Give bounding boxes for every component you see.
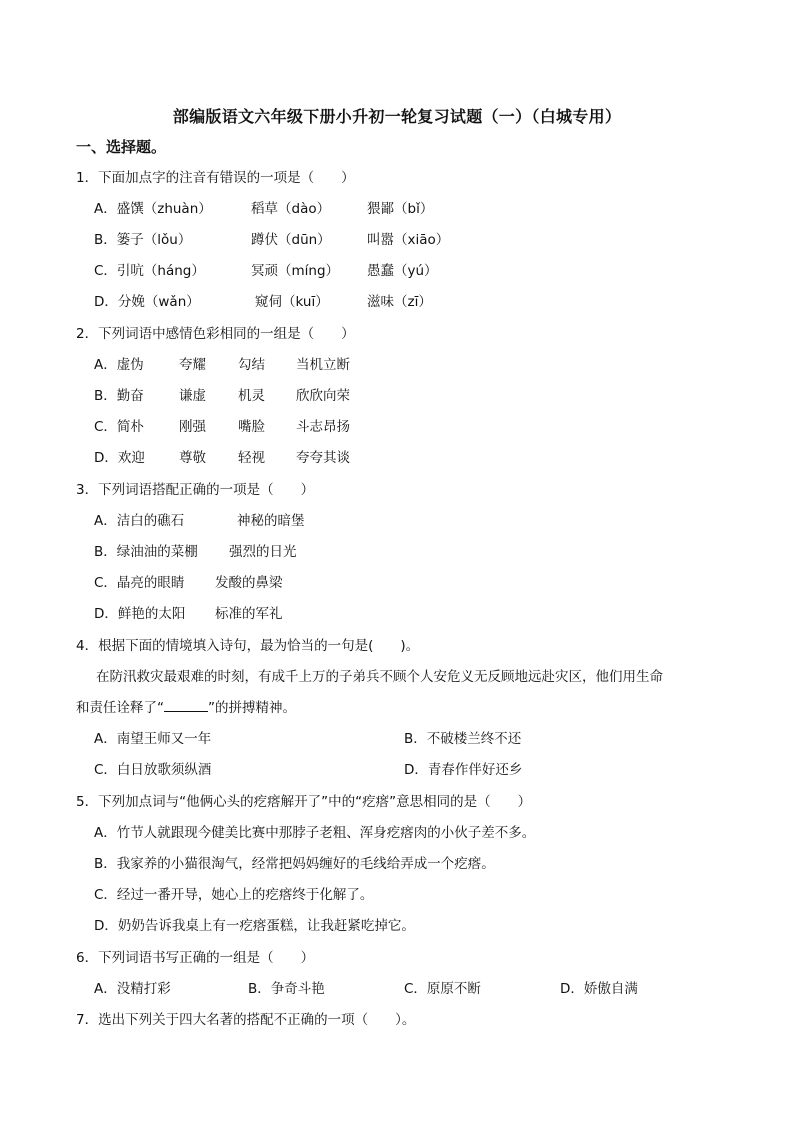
q2-b-w3: 机灵 bbox=[238, 388, 265, 404]
q2-d-w4: 夸夸其谈 bbox=[296, 450, 350, 466]
question-6-stem: 6．下列词语书写正确的一组是（ ） bbox=[76, 950, 315, 966]
q1-d-col3: 滋味（zī） bbox=[367, 294, 432, 310]
question-7-stem: 7．选出下列关于四大名著的搭配不正确的一项（ ）。 bbox=[76, 1012, 416, 1028]
question-5-stem: 5．下列加点词与“他俩心头的疙瘩解开了”中的“疙瘩”意思相同的是（ ） bbox=[76, 794, 532, 810]
q3-a-p1: A．洁白的礁石 bbox=[94, 513, 185, 529]
q6-option-b: B．争奇斗艳 bbox=[248, 981, 325, 997]
q2-b-w2: 谦虚 bbox=[179, 388, 206, 404]
q3-d-p2: 标准的军礼 bbox=[215, 606, 283, 622]
q2-a-w1: A．虚伪 bbox=[94, 357, 144, 373]
q1-d-col1: D．分娩（wǎn） bbox=[94, 294, 200, 310]
q5-option-a: A．竹节人就跟现今健美比赛中那脖子老粗、浑身疙瘩肉的小伙子差不多。 bbox=[94, 825, 536, 841]
question-1-stem: 1．下面加点字的注音有错误的一项是（ ） bbox=[76, 170, 355, 186]
q1-a-col2: 稻草（dào） bbox=[251, 201, 331, 217]
q1-a-col1: A．盛馔（zhuàn） bbox=[94, 201, 212, 217]
q3-c-p2: 发酸的鼻梁 bbox=[215, 575, 283, 591]
q5-option-d: D．奶奶告诉我桌上有一疙瘩蛋糕，让我赶紧吃掉它。 bbox=[94, 918, 415, 934]
q3-c-p1: C．晶亮的眼睛 bbox=[94, 575, 185, 591]
q2-d-w1: D．欢迎 bbox=[94, 450, 145, 466]
q1-c-col3: 愚蠢（yú） bbox=[367, 263, 438, 279]
q4-fill-blank bbox=[164, 699, 208, 712]
q3-b-p2: 强烈的日光 bbox=[229, 544, 297, 560]
question-3-stem: 3．下列词语搭配正确的一项是（ ） bbox=[76, 482, 315, 498]
q1-c-col2: 冥顽（míng） bbox=[251, 263, 340, 279]
q5-option-b: B．我家养的小猫很淘气，经常把妈妈缠好的毛线给弄成一个疙瘩。 bbox=[94, 856, 495, 872]
q2-a-w2: 夸耀 bbox=[179, 357, 206, 373]
q2-d-w3: 轻视 bbox=[238, 450, 265, 466]
q2-c-w3: 嘴脸 bbox=[238, 419, 265, 435]
q4-option-d: D．青春作伴好还乡 bbox=[404, 762, 523, 778]
q4-context-pre: 和责任诠释了“ bbox=[76, 700, 164, 716]
q1-b-col2: 蹲伏（dūn） bbox=[251, 232, 331, 248]
q2-d-w2: 尊敬 bbox=[179, 450, 206, 466]
q2-a-w4: 当机立断 bbox=[296, 357, 350, 373]
q4-context-post: ”的拼搏精神。 bbox=[208, 700, 296, 716]
q6-option-a: A．没精打彩 bbox=[94, 981, 171, 997]
q2-c-w4: 斗志昂扬 bbox=[296, 419, 350, 435]
q2-b-w4: 欣欣向荣 bbox=[296, 388, 350, 404]
question-4-stem: 4．根据下面的情境填入诗句，最为恰当的一句是( )。 bbox=[76, 638, 420, 654]
q1-b-col1: B．篓子（lǒu） bbox=[94, 232, 192, 248]
q1-a-col3: 猥鄙（bǐ） bbox=[367, 201, 434, 217]
page-title: 部编版语文六年级下册小升初一轮复习试题（一）（白城专用） bbox=[172, 107, 622, 126]
q4-option-a: A．南望王师又一年 bbox=[94, 731, 212, 747]
q3-b-p1: B．绿油油的菜棚 bbox=[94, 544, 198, 560]
q3-d-p1: D．鲜艳的太阳 bbox=[94, 606, 186, 622]
q4-option-c: C．白日放歌须纵酒 bbox=[94, 762, 212, 778]
q2-c-w2: 刚强 bbox=[179, 419, 206, 435]
q1-b-col3: 叫嚣（xiāo） bbox=[367, 232, 450, 248]
q1-d-col2: 窥伺（kuī） bbox=[255, 294, 329, 310]
question-2-stem: 2．下列词语中感情色彩相同的一组是（ ） bbox=[76, 326, 355, 342]
q2-c-w1: C．简朴 bbox=[94, 419, 144, 435]
q1-c-col1: C．引吭（háng） bbox=[94, 263, 205, 279]
q5-option-c: C．经过一番开导，她心上的疙瘩终于化解了。 bbox=[94, 887, 374, 903]
q6-option-d: D．娇傲自满 bbox=[560, 981, 638, 997]
q6-option-c: C．原原不断 bbox=[404, 981, 481, 997]
q2-a-w3: 勾结 bbox=[238, 357, 265, 373]
q4-context-line-2 bbox=[76, 696, 296, 716]
section-heading: 一、选择题。 bbox=[76, 138, 167, 156]
q2-b-w1: B．勤奋 bbox=[94, 388, 144, 404]
q4-context-line-1: 在防汛救灾最艰难的时刻，有成千上万的子弟兵不顾个人安危义无反顾地远赴灾区，他们用生命 bbox=[96, 669, 663, 685]
q4-option-b: B．不破楼兰终不还 bbox=[404, 731, 522, 747]
q3-a-p2: 神秘的暗堡 bbox=[237, 513, 305, 529]
